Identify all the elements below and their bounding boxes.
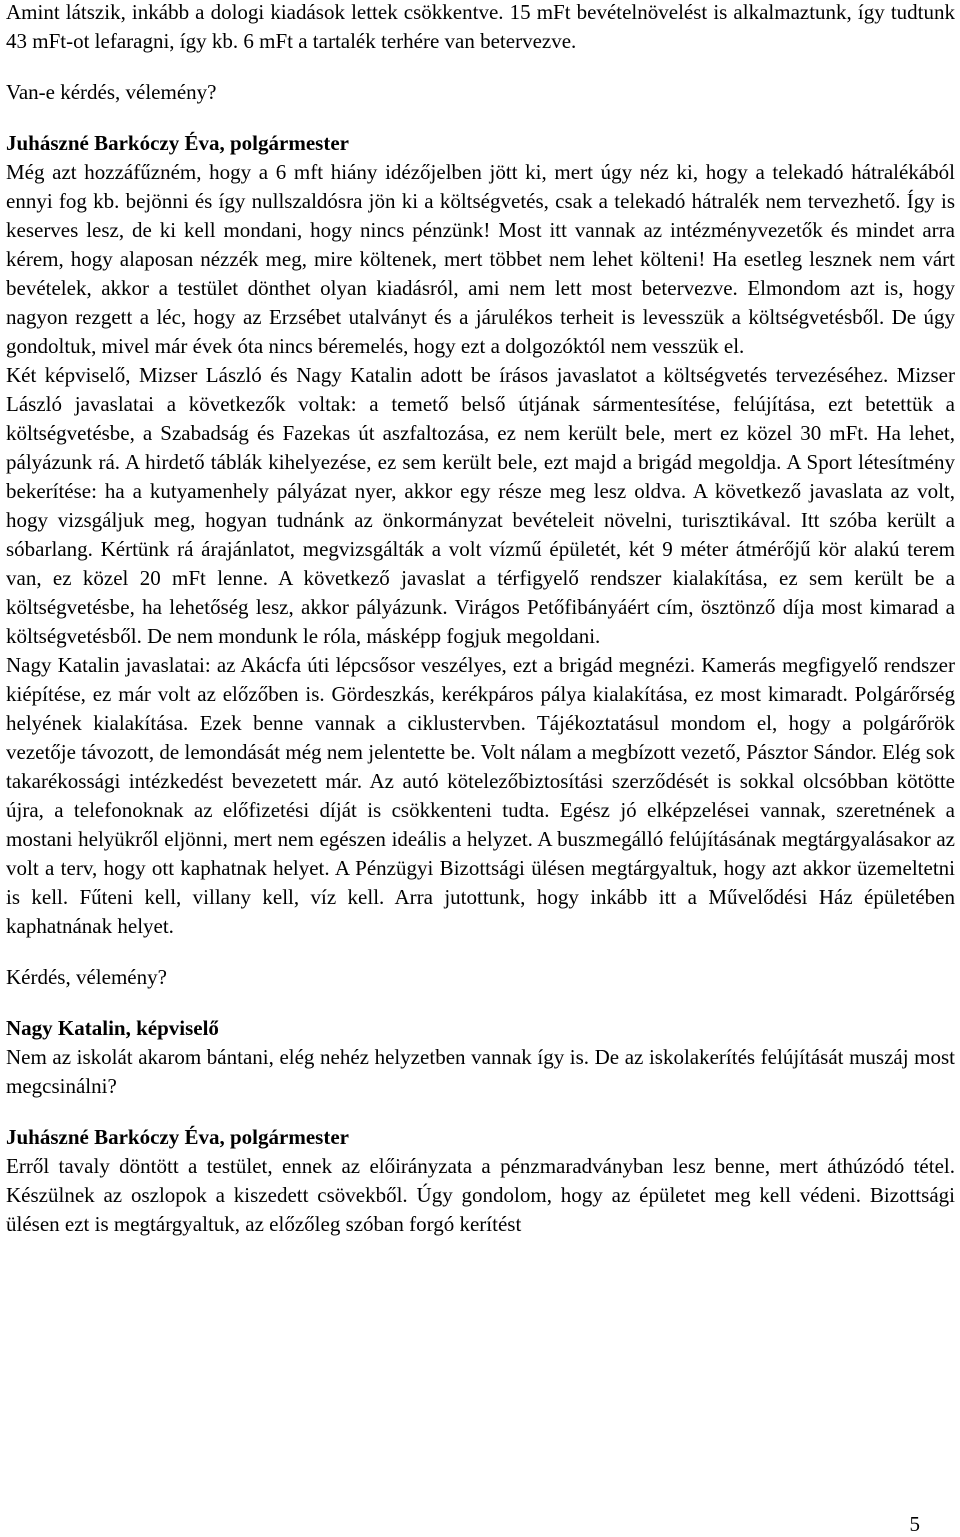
paragraph-spacer [6,992,955,1014]
paragraph: Még azt hozzáfűzném, hogy a 6 mft hiány idézőjelben jött ki, mert úgy néz ki, hogy a telekadó hátralékából ennyi fog kb. bejönni és így nullszaldósra jön ki a költségvetés, csak a telekadó hátralék nem tervezhető. Így is keserves lesz, de ki kell mondani, hogy nincs pénzünk! Most itt vannak az intézményvezetők és mindet arra kérem, hogy alaposan nézzék meg, mire költenek, mert többet nem lehet költeni! Ha esetleg lesznek nem várt bevételek, akkor a testület dönthet olyan kiadásról, ami nem lett most betervezve. Elmondom azt is, hogy nagyon rezgett a léc, hogy az Erzsébet utalványt és a járulékos terheit is levesszük a költségvetésből. De úgy gondoltuk, mivel már évek óta nincs béremelés, hogy ezt a dolgozóktól nem vesszük el. [6,160,955,358]
paragraph: Nem az iskolát akarom bántani, elég nehéz helyzetben vannak így is. De az iskolakerítés felújítását muszáj most megcsinálni? [6,1045,955,1098]
paragraph: Kérdés, vélemény? [6,965,167,989]
paragraph: Erről tavaly döntött a testület, ennek az előirányzata a pénzmaradványban lesz benne, mert áthúzódó tétel. Készülnek az oszlopok a kiszedett csövekből. Úgy gondolom, hogy az épületet meg kell védeni. Bizottsági ülésen ezt is megtárgyaltuk, az előzőleg szóban forgó kerítést [6,1154,955,1236]
paragraph: Amint látszik, inkább a dologi kiadások lettek csökkentve. 15 mFt bevételnövelést is alkalmaztunk, így tudtunk 43 mFt-ot lefaragni, így kb. 6 mFt a tartalék terhére van betervezve. [6,0,955,53]
paragraph-spacer [6,1101,955,1123]
paragraph-spacer [6,107,955,129]
speaker-heading: Juhászné Barkóczy Éva, polgármester [6,1125,349,1149]
speaker-heading: Nagy Katalin, képviselő [6,1016,219,1040]
paragraph-spacer [6,941,955,963]
page-number: 5 [909,1512,920,1536]
paragraph: Van-e kérdés, vélemény? [6,80,217,104]
paragraph: Nagy Katalin javaslatai: az Akácfa úti lépcsősor veszélyes, ezt a brigád megnézi. Kamerás megfigyelő rendszer kiépítése, ez már volt az előzőben is. Gördeszkás, kerékpáros pálya kialakítása, ez most kimaradt. Polgárőrség helyének kialakítása. Ezek benne vannak a ciklustervben. Tájékoztatásul mondom el, hogy a polgárőrök vezetője távozott, de lemondását még nem jelentette be. Volt nálam a megbízott vezető, Pásztor Sándor. Elég sok takarékossági intézkedést bevezetett már. Az autó kötelezőbiztosítási szerződését is sokkal olcsóbban kötötte újra, a telefonoknak az előfizetési díját is csökkenteni tudta. Egész jó elképzelései vannak, szeretnének a mostani helyükről eljönni, mert nem egészen ideális a helyzet. A buszmegálló felújításának megtárgyalásakor az volt a terv, hogy ott kaphatnak helyet. A Pénzügyi Bizottsági ülésen megtárgyaltuk, hogy azt akkor üzemeltetni is kell. Fűteni kell, villany kell, víz kell. Arra jutottunk, hogy inkább itt a Művelődési Ház épületében kaphatnának helyet. [6,653,955,938]
paragraph: Két képviselő, Mizser László és Nagy Katalin adott be írásos javaslatot a költségvetés tervezéséhez. Mizser László javaslatai a következők voltak: a temető belső útjának sármentesítése, felújítása, ezt betettük a költségvetésbe, a Szabadság és Fazekas út aszfaltozása, ez nem került bele, mert ez közel 30 mFt. Ha lehet, pályázunk rá. A hirdető táblák kihelyezése, ez sem került bele, ezt majd a brigád megoldja. A Sport létesítmény bekerítése: ha a kutyamenhely pályázat nyer, akkor egy része meg lesz oldva. A következő javaslata az volt, hogy vizsgáljuk meg, hogyan tudnánk az önkormányzat bevételeit növelni, turisztikával. Itt szóba került a sóbarlang. Kértünk rá árajánlatot, megvizsgálták a volt vízmű épületét, két 9 méter átmérőjű kör alakú terem van, ez közel 20 mFt lenne. A következő javaslat a térfigyelő rendszer kialakítása, ez sem került be a költségvetésbe, ha lehetőség lesz, akkor pályázunk. Virágos Petőfibányáért cím, ösztönző díja most kimarad a költségvetésből. De nem mondunk le róla, másképp fogjuk megoldani. [6,363,955,648]
speaker-heading: Juhászné Barkóczy Éva, polgármester [6,131,349,155]
document-body [6,0,955,1239]
paragraph-spacer [6,56,955,78]
